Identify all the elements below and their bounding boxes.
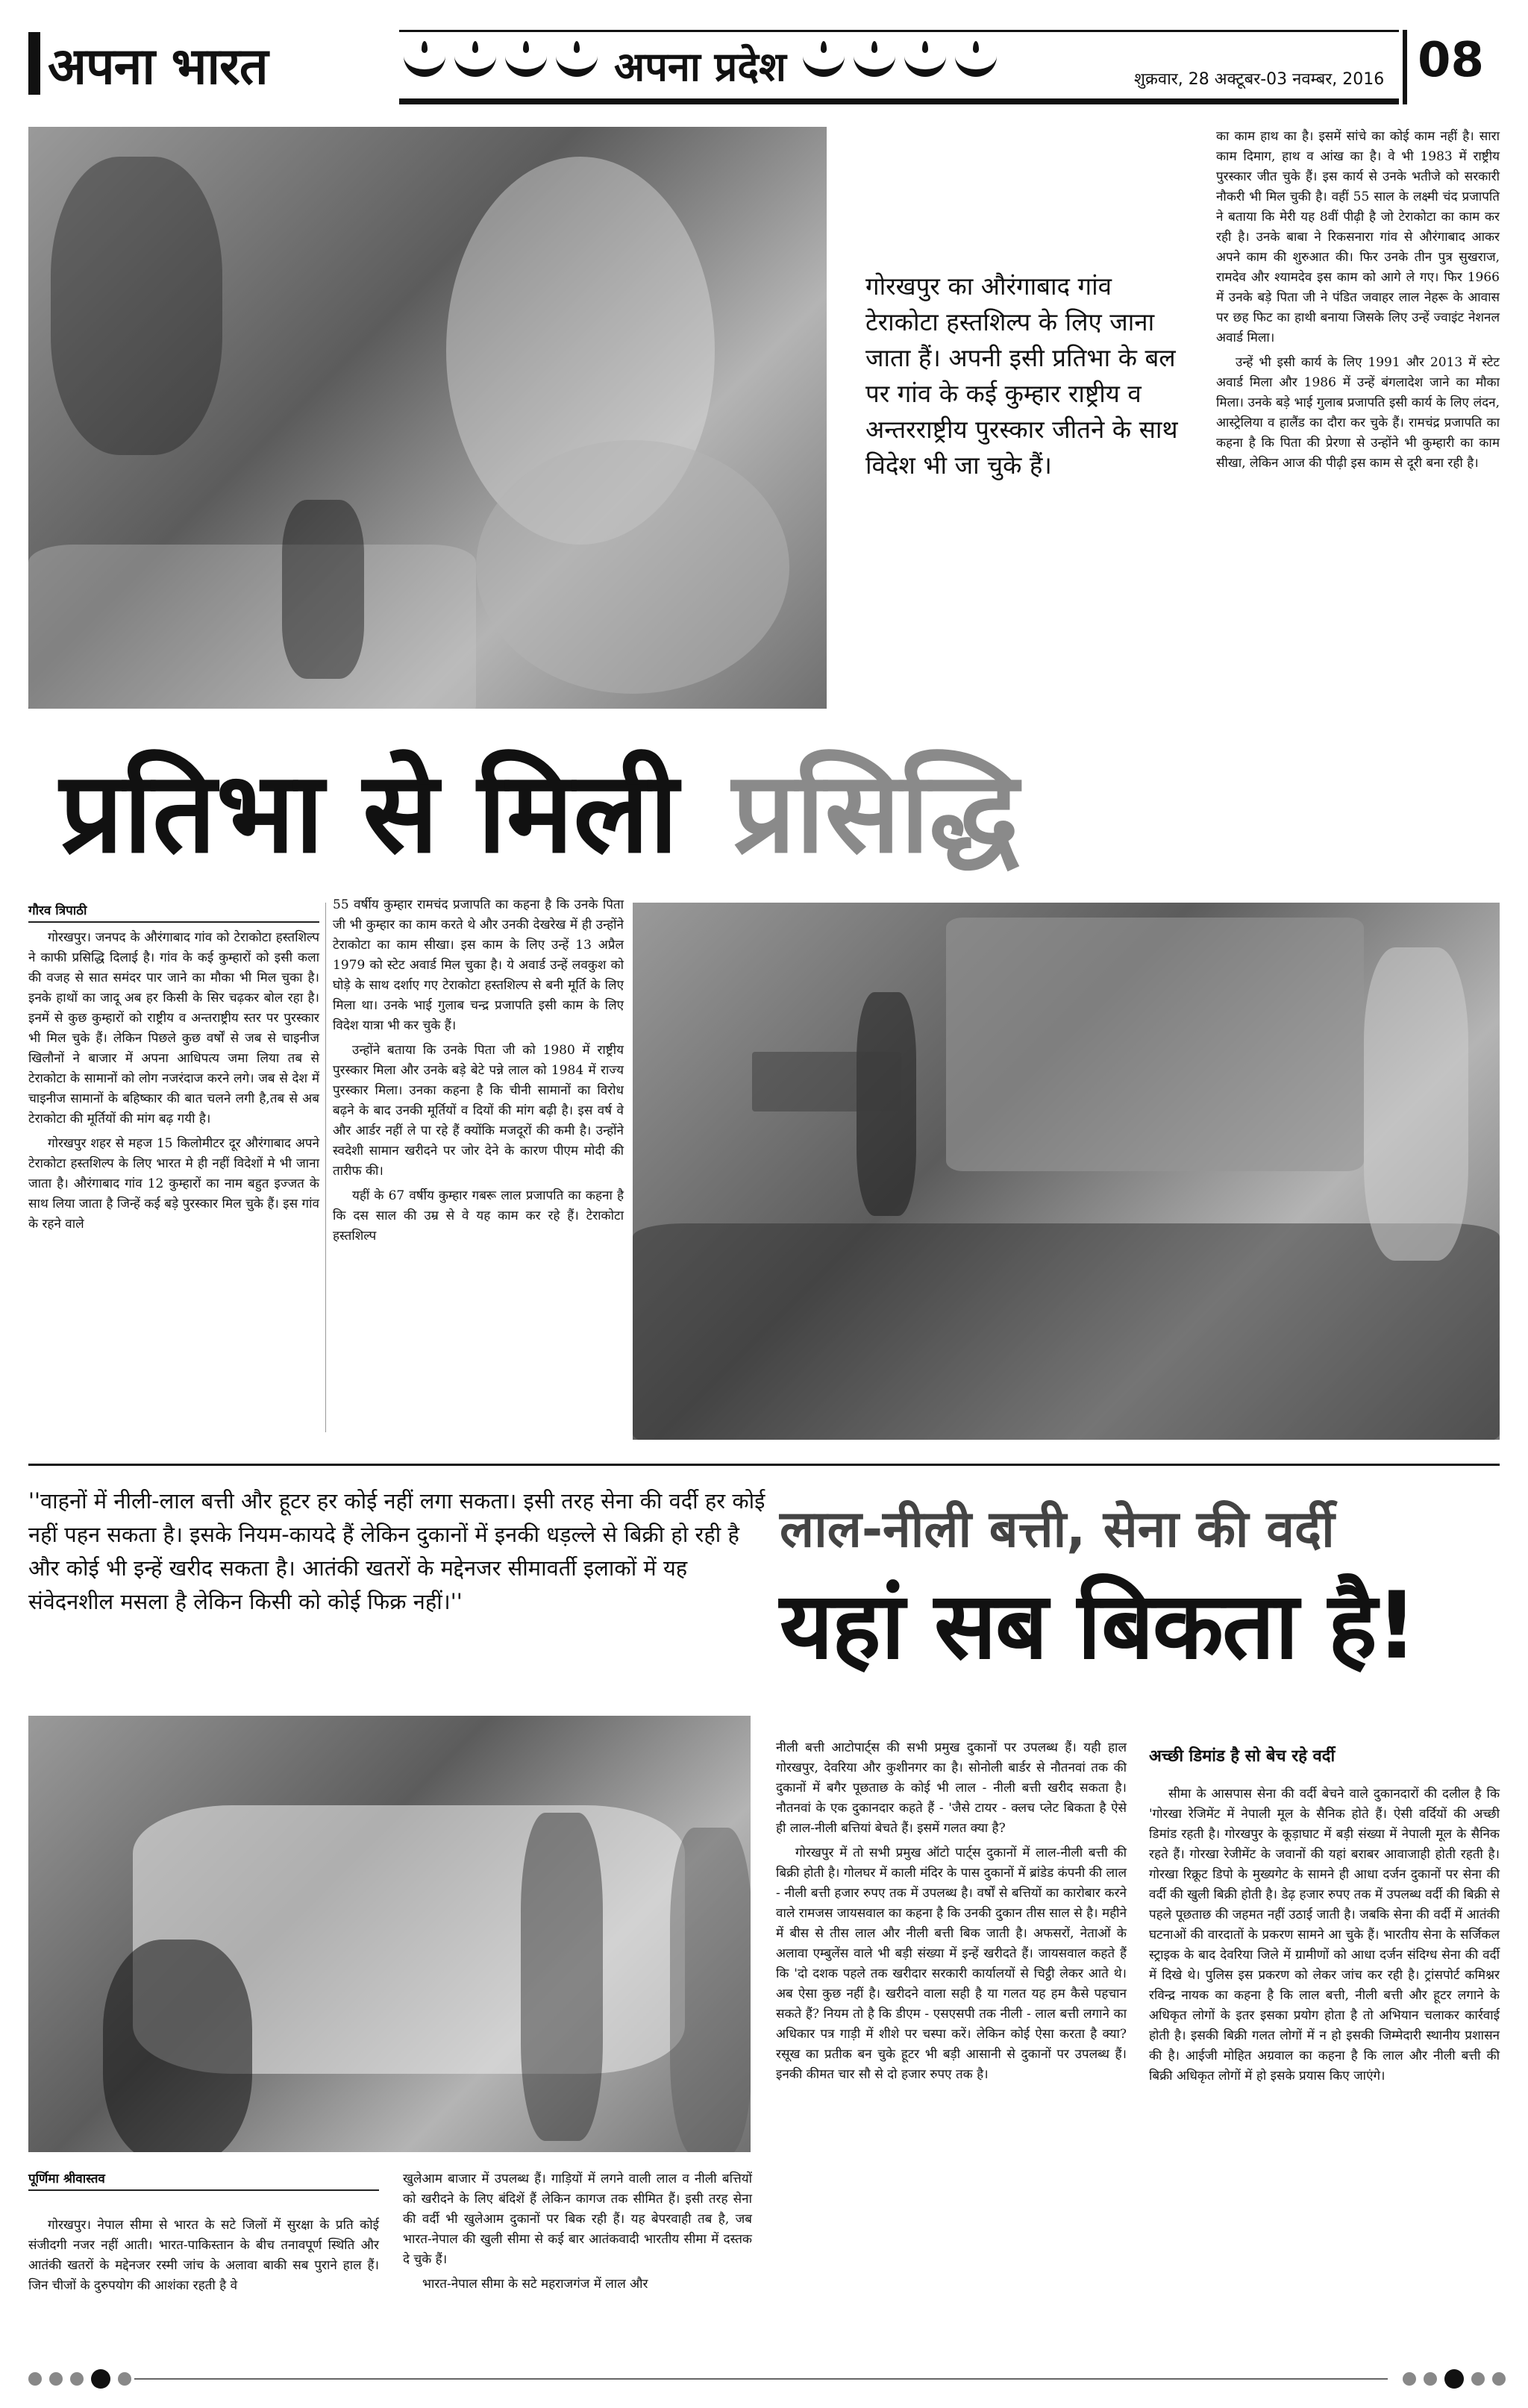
page-number: 08 (1418, 33, 1485, 88)
page-number-divider (1403, 30, 1407, 104)
masthead-title: अपना भारत (48, 36, 268, 96)
paragraph: गोरखपुर। नेपाल सीमा से भारत के सटे जिलों में सुरक्षा के प्रति कोई संजीदगी नजर नहीं आती। भारत-पाकिस्तान के बीच तनावपूर्ण स्थिति और आतंकी खतरों के मद्देनजर रस्मी जांच के अलावा बाकी सब पुराने हाल हैं। जिन चीजों के दुरुपयोग की आशंका रहती है वे (28, 2218, 379, 2293)
paragraph: सीमा के आसपास सेना की वर्दी बेचने वाले दुकानदारों की दलील है कि 'गोरखा रेजिमेंट में नेपाली मूल के सैनिक होते हैं। ऐसी वर्दियों की अच्छी डिमांड रहती है। गोरखपुर के कूड़ाघाट में बड़ी संख्या में नेपाली मूल के सैनिक रहते हैं। गोरखा रेजीमेंट के जवानों की यहां बराबर आवाजाही होती रहती है। गोरखा रिक्रूट डिपो के मुख्यगेट के सामने ही आधा दर्जन दुकानों पर सेना की वर्दी की खुली बिक्री होती है। डेढ़ हजार रुपए तक में उपलब्ध वर्दी की बिक्री से पहले पूछताछ की जहमत नहीं उठाई जाती है। जबकि सेना की वर्दी में आतंकी घटनाओं की वारदातों के प्रकरण सामने आ चुके हैं। भारतीय सेना के सर्जिकल स्ट्राइक के बाद देवरिया जिले में ग्रामीणों को आधा दर्जन संदिग्ध सेना की वर्दी में दिखे थे। पुलिस इस प्रकरण को लेकर जांच कर रही है। ट्रांसपोर्ट कमिश्नर रविन्द्र नायक का कहना है कि लाल बत्ती, नीली बत्ती और हूटर लगाने के अधिकृत लोगों के इतर इसका प्रयोग होता है तो अभियान चलाकर कार्रवाई होती है। इसकी बिक्री गलत लोगों में न हो इसकी जिम्मेदारी स्थानीय प्रशासन की है। आईजी मोहित अग्रवाल का कहना है कि लाल और नीली बत्ती की बिक्री अधिकृत लोगों में हो इसके प्रयास किए जाएंगे। (1149, 1787, 1500, 2084)
diya-icon (556, 53, 598, 77)
story2-headline-top: लाल-नीली बत्ती, सेना की वर्दी (780, 1500, 1335, 1559)
diya-icon (454, 53, 496, 77)
column-divider (325, 903, 326, 1432)
paragraph: गोरखपुर शहर से महज 15 किलोमीटर दूर औरंगाबाद अपने टेराकोटा हस्तशिल्प के लिए भारत मे ही नहीं विदेशों मे भी जाना जाता है। औरंगाबाद गांव 12 कुम्हारों का नाम बहुत इज्जत के साथ लिया जाता है जिन्हें कई बड़े पुरस्कार मिल चुके हैं। इस गांव के रहने वाले (28, 1136, 319, 1232)
paragraph: उन्होंने बताया कि उनके पिता जी को 1980 में राष्ट्रीय पुरस्कार मिला और उनके बड़े बेटे पन्ने लाल को 1984 में राज्य पुरस्कार मिला। उनका कहना है कि चीनी सामानों का विरोध बढ़ने के बाद उनकी मूर्तियों व दियों की मांग बढ़ी है। इस वर्ष वे और आर्डर नहीं ले पा रहे हैं क्योंकि मजदूरों की कमी है। उन्होंने स्वदेशी सामान खरीदने पर जोर देने के कारण पीएम मोदी की तारीफ की। (333, 1043, 624, 1179)
header-rule-top (399, 30, 1399, 32)
section-title: अपना प्रदेश (614, 43, 786, 90)
headline-dark: प्रतिभा से मिली (60, 748, 678, 878)
terracotta-truck-photo (633, 903, 1500, 1440)
diya-icon (803, 53, 845, 77)
footer-rule (134, 2378, 1388, 2380)
story2-quote: ''वाहनों में नीली-लाल बत्ती और हूटर हर कोई नहीं लगा सकता। इसी तरह सेना की वर्दी हर कोई नहीं पहन सकता है। इसके नियम-कायदे हैं लेकिन दुकानों में इनकी धड़ल्ले से बिक्री हो रही है और कोई भी इन्हें खरीद सकता है। आतंकी खतरों के मद्देनजर सीमावर्ती इलाकों में यह संवेदनशील मसला है लेकिन किसी को कोई फिक्र नहीं।'' (28, 1488, 765, 1614)
story2-byline: पूर्णिमा श्रीवास्तव (28, 2169, 379, 2191)
paragraph: यहीं के 67 वर्षीय कुम्हार गबरू लाल प्रजापति का कहना है कि दस साल की उम्र से वे यह काम कर रहे हैं। टेराकोटा हस्तशिल्प (333, 1188, 624, 1244)
potter-ganesh-idol-photo (28, 127, 827, 709)
footer-dots-right (1403, 2372, 1506, 2389)
issue-date: शुक्रवार, 28 अक्टूबर-03 नवम्बर, 2016 (1134, 70, 1385, 89)
car-beacon-photo (28, 1716, 751, 2152)
diya-icon (904, 53, 946, 77)
story2-col2 (403, 2169, 752, 2299)
paragraph: 55 वर्षीय कुम्हार रामचंद प्रजापति का कहना है कि उनके पिता जी भी कुम्हार का काम करते थे और उनकी देखरेख में ही उन्होंने टेराकोटा का काम सीखा। इस काम के लिए उन्हें 13 अप्रैल 1979 को स्टेट अवार्ड मिल चुका है। ये अवार्ड उन्हें लवकुश को घोड़े के साथ दर्शाए गए टेराकोटा हस्तशिल्प से बनी मूर्ति के लिए मिला था। उनके भाई गुलाब चन्द्र प्रजापति इसी काम के लिए विदेश यात्रा भी कर चुके हैं। (333, 897, 624, 1033)
diya-icon (955, 53, 997, 77)
story2-col3 (776, 1738, 1127, 2089)
story2-col4 (1149, 1784, 1500, 2091)
story2-subheading: अच्छी डिमांड है सो बेच रहे वर्दी (1149, 1747, 1336, 1766)
story2-col1 (28, 2216, 379, 2301)
paragraph: का काम हाथ का है। इसमें सांचे का कोई काम नहीं है। सारा काम दिमाग, हाथ व आंख का है। वे भी 1983 में राष्ट्रीय पुरस्कार जीत चुके हैं। इस कार्य से उनके भतीजे को सरकारी नौकरी भी मिल चुकी है। वहीं 55 साल के लक्ष्मी चंद प्रजापति ने बताया कि मेरी यह 8वीं पीढ़ी है जो टेराकोटा का काम कर रही है। उनके बाबा ने रिकसनारा गांव से औरंगाबाद आकर अपने काम की शुरुआत की। फिर उनके तीन पुत्र सुखराज, रामदेव और श्यामदेव इस काम को आगे ले गए। फिर 1966 में उनके बड़े पिता जी ने पंडित जवाहर लाल नेहरू के आवास पर छह फिट का हाथी बनाया जिसके लिए उन्हें ज्वाइंट नेशनल अवार्ड मिला। (1216, 129, 1500, 345)
story1-byline: गौरव त्रिपाठी (28, 901, 319, 923)
story1-pullquote: गोरखपुर का औरंगाबाद गांव टेराकोटा हस्तशिल्प के लिए जाना जाता हैं। अपनी इसी प्रतिभा के बल पर गांव के कई कुम्हार राष्ट्रीय व अन्तरराष्ट्रीय पुरस्कार जीतने के साथ विदेश भी जा चुके हैं। (865, 272, 1178, 480)
masthead-bar (28, 32, 40, 95)
masthead (28, 22, 268, 104)
story1-headline (60, 746, 1477, 880)
story1-col1 (28, 928, 319, 1239)
story1-col3-top (1216, 127, 1500, 478)
headline-light: प्रसिद्धि (732, 748, 1019, 878)
footer-dots-left (28, 2372, 131, 2389)
paragraph: नीली बत्ती आटोपार्ट्स की सभी प्रमुख दुकानों पर उपलब्ध हैं। यही हाल गोरखपुर, देवरिया और कुशीनगर का है। सोनोली बार्डर से नौतनवां तक की दुकानों में बगैर पूछताछ के कोई भी लाल - नीली बत्ती खरीद सकता है। नौतनवां के एक दुकानदार कहते हैं - 'जैसे टायर - क्लच प्लेट बिकता है ऐसे ही लाल-नीली बत्तियां बेचते हैं। इसमें गलत क्या है? (776, 1740, 1127, 1836)
paragraph: खुलेआम बाजार में उपलब्ध हैं। गाड़ियों में लगने वाली लाल व नीली बत्तियों को खरीदने के लिए बंदिशें हैं लेकिन कागज तक सीमित हैं। इसी तरह सेना की वर्दी भी खुलेआम दुकानों पर बिक रही हैं। यह बेपरवाही तब है, जब भारत-नेपाल की खुली सीमा से कई बार आतंकवादी भारतीय सीमा में दस्तक दे चुके हैं। (403, 2172, 752, 2267)
paragraph: भारत-नेपाल सीमा के सटे महराजगंज में लाल और (422, 2277, 648, 2292)
paragraph: गोरखपुर। जनपद के औरंगाबाद गांव को टेराकोटा हस्तशिल्प ने काफी प्रसिद्धि दिलाई है। गांव के कई कुम्हारों को इसी कला की वजह से सात समंदर पार जाने का मौका भी मिल चुका है। इनके हाथों का जादू अब हर किसी के सिर चढ़कर बोल रहा है। इनमें से कुछ कुम्हारों को राष्ट्रीय व अन्तराष्ट्रीय स्तर पर पुरस्कार भी मिल चुके हैं। लेकिन पिछले कुछ वर्षों से जब से चाइनीज खिलौनों ने बाजार में अपना आधिपत्य जमा लिया तब से टेराकोटा के सामानों को लोग नजरंदाज करने लगे। जब से देश में चाइनीज सामानों के बहिष्कार की बात चलने लगी है,तब से अब टेराकोटा की मूर्तियों की मांग बढ़ गयी है। (28, 930, 319, 1126)
diya-icon (505, 53, 547, 77)
story2-headline-bottom: यहां सब बिकता है! (780, 1573, 1417, 1680)
paragraph: गोरखपुर में तो सभी प्रमुख ऑटो पार्ट्स दुकानों में लाल-नीली बत्ती की बिक्री होती है। गोलघर में काली मंदिर के पास दुकानों में ब्रांडेड कंपनी की लाल - नीली बत्ती हजार रुपए तक में उपलब्ध है। वर्षों से बत्तियों का कारोबार करने वाले रामजस जायसवाल का कहना है कि उनकी दुकान तीस साल से है। महीने में बीस से तीस लाल और नीली बत्ती बिक जाती है। अफसरों, नेताओं के अलावा एम्बुलेंस वाले भी बड़ी संख्या में इन्हें खरीदते हैं। जायसवाल कहते हैं कि 'दो दशक पहले तक खरीदार सरकारी कार्यालयों से चिट्ठी लेकर आते थे। अब ऐसा कुछ नहीं है। खरीदने वाला सही है या गलत यह हम कैसे पहचान सकते हैं? नियम तो है कि डीएम - एसएसपी तक नीली - लाल बत्ती लगाने का अधिकार पत्र गाड़ी में शीशे पर चस्पा करें। लेकिन कोई ऐसा करता है क्या? रसूख का प्रतीक बन चुके हूटर भी बड़ी आसानी से दुकानों पर उपलब्ध हैं। इनकी कीमत चार सौ से दो हजार रुपए तक है। (776, 1846, 1127, 2082)
story1-col2 (333, 895, 624, 1251)
diya-icon (404, 53, 445, 77)
header-rule (399, 98, 1399, 104)
story-separator (28, 1464, 1500, 1466)
diya-icon (854, 53, 895, 77)
paragraph: उन्हें भी इसी कार्य के लिए 1991 और 2013 में स्टेट अवार्ड मिला और 1986 में उन्हें बंगलादेश जाने का मौका मिला। उनके बड़े भाई गुलाब प्रजापति इसी कार्य के लिए लंदन, आस्ट्रेलिया व हालैंड का दौरा कर चुके हैं। रामचंद्र प्रजापति का कहना है कि पिता की प्रेरणा से उन्होंने भी कुम्हारी का काम सीखा, लेकिन आज की पीढ़ी इस काम से दूरी बना रही है। (1216, 355, 1500, 471)
